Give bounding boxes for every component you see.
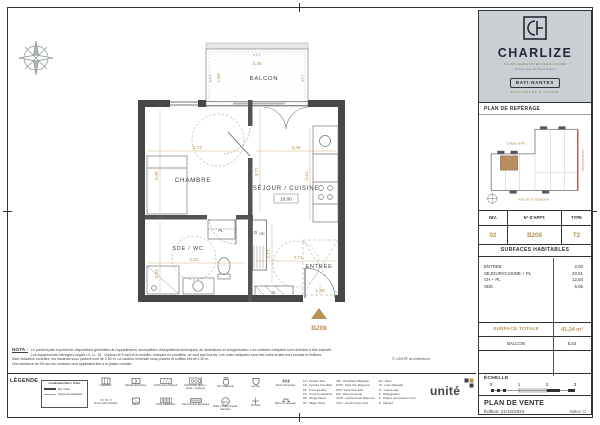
unite-logo-icon xyxy=(464,378,474,388)
entree-label: ENTRÉE xyxy=(305,264,333,270)
legend-abbreviations xyxy=(303,376,416,418)
scale-tick: 3 xyxy=(573,382,577,388)
street-bottom-label: Rue de la Tapisserie xyxy=(518,197,550,202)
sejour-label: SÉJOUR / CUISINE xyxy=(252,186,320,192)
balcony-row xyxy=(479,337,591,351)
charlize-logo-icon xyxy=(523,16,547,40)
doc-title: PLAN DE VENTE xyxy=(484,398,545,408)
sde-label: SDE / WC xyxy=(172,246,204,252)
surface-value: 2,03 xyxy=(574,263,583,269)
unit-info-table xyxy=(479,210,591,244)
gcv-label-right: GCV xyxy=(300,73,305,83)
kitchen-counter xyxy=(313,126,338,222)
dim-sde-width: 2,91 xyxy=(189,258,199,263)
edition-date: Édition: 21/10/2024 xyxy=(484,408,525,414)
project-title: CHARLIZE xyxy=(497,46,573,60)
vanity-sink xyxy=(183,278,214,294)
svg-text:ECS: ECS xyxy=(222,400,229,404)
project-city: SAINT-SÉBASTIEN-SUR-LOIRE xyxy=(503,62,567,66)
nota-label: NOTA : xyxy=(12,348,28,353)
architect-credit: © UNITÉ architecture xyxy=(392,356,431,361)
legend-block xyxy=(10,376,476,418)
bed xyxy=(147,156,187,214)
legend-item: Sèche-Serviettes xyxy=(271,376,300,396)
gcv-label-left: GCV xyxy=(208,73,213,83)
legend-item: Cloison Démontable xyxy=(91,396,120,416)
dim-cuisine-height: 4,61 xyxy=(305,171,310,181)
interior-walls xyxy=(145,100,253,302)
partition-sample-icon xyxy=(44,394,56,395)
surface-row xyxy=(484,271,587,278)
surface-label: SEJOUR/CUISINE + PL xyxy=(484,270,532,276)
legend-item: Lavabo xyxy=(241,376,270,396)
chauffe-eau-closet xyxy=(253,220,267,270)
title-panel xyxy=(478,10,592,415)
surface-row xyxy=(484,264,587,271)
floor-plan xyxy=(8,8,473,346)
legend-item: Chaudière xyxy=(91,376,120,396)
exterior-walls xyxy=(138,100,345,302)
dim-entree-height: 1,48 xyxy=(315,289,325,294)
sejour-casement-arcs xyxy=(264,107,308,129)
wall-sample-icon xyxy=(44,388,56,391)
surface-total-row xyxy=(479,322,591,337)
revision-index: Indice: C xyxy=(569,408,586,414)
scale-tick: 1 xyxy=(517,382,521,388)
dim-chambre-height: 4,09 xyxy=(155,171,160,181)
value-appt: B208 xyxy=(507,226,561,245)
legend-item: Terrasse xyxy=(241,396,270,416)
panel-column-divider xyxy=(553,258,554,376)
toilet xyxy=(218,258,230,280)
legend-title: LÉGENDE xyxy=(10,378,39,384)
level-label: ±0.00 xyxy=(280,196,292,202)
scale-bar xyxy=(484,381,586,396)
legend-item: Volet Roulant Électrique xyxy=(181,396,210,416)
wall-types-title: Localisation Murs / Voiles xyxy=(48,382,81,385)
architect-logo-text: unité xyxy=(430,384,461,398)
architect-logo-block xyxy=(430,376,476,418)
surfaces-title: SURFACES HABITABLES xyxy=(479,244,591,257)
scale-block xyxy=(479,373,591,395)
scale-title: ÉCHELLE xyxy=(484,376,509,382)
panel-spacer xyxy=(479,351,591,374)
reperage-title: PLAN DE REPÉRAGE xyxy=(479,103,591,115)
surface-value: 12,64 xyxy=(572,277,583,283)
legend-item: Tableau Électrique xyxy=(121,376,150,396)
col-header-type: TYPE xyxy=(561,211,591,226)
surface-row xyxy=(484,277,587,284)
legend-item: Soffite Faux Plafond xyxy=(151,376,180,396)
wall-sample-label: Mur / Voile xyxy=(58,387,70,391)
builder-badge: BATI-NANTES xyxy=(510,78,560,88)
dim-balcon-height: 1,60 xyxy=(217,73,222,83)
dim-sejour-height: 3,77 xyxy=(255,167,260,177)
nota-line: Une tolérance de 5% sur les surfaces sera applicable liée à la phase chantier. xyxy=(12,361,133,366)
nota-line: Le présent plan exprime les dispositions générales de l'appartement, susceptibles d'adaptations techniques, de dimensions et d'organisation. Les surfaces indiquées sont données à titre indicatif. xyxy=(31,348,332,352)
partition-sample-label: Cloison de distribution xyxy=(58,393,83,396)
dim-sde-height: 2,63 xyxy=(155,269,160,279)
nota-block xyxy=(12,348,360,366)
reperage-block xyxy=(479,102,591,210)
street-top-label: Coteau d'Art xyxy=(506,141,526,146)
surface-total-label: SURFACE TOTALE xyxy=(493,327,539,332)
floor-plan-drawing xyxy=(8,8,473,368)
chambre-label: CHAMBRE xyxy=(174,177,212,184)
col-header-appt: N° D'APPT. xyxy=(507,211,561,226)
unit-number-label: B208 xyxy=(311,325,327,332)
legend-item: Barre de relevage xyxy=(271,396,300,416)
pl-entree-label: PL xyxy=(271,290,277,295)
surface-value: 20,51 xyxy=(572,270,583,276)
balcony-value: 5,53 xyxy=(567,340,577,346)
window-chambre xyxy=(170,102,198,105)
legend-separator xyxy=(8,373,476,374)
surface-label: CH + PL xyxy=(484,277,501,283)
surface-value: 6,06 xyxy=(574,284,583,290)
legend-icon-grid xyxy=(91,376,300,418)
titleblock xyxy=(479,395,591,414)
builder-tagline: BÂTISSEURS D'AVENIR xyxy=(511,90,559,94)
col-header-niv: NIV. xyxy=(479,211,507,226)
surface-label: SDE xyxy=(484,284,494,290)
legend-item: Gaine xyxy=(121,396,150,416)
door-chambre xyxy=(224,128,250,156)
dim-balcon-width: 3,36 xyxy=(252,62,262,67)
compass-icon xyxy=(19,41,53,75)
scale-tick: 2 xyxy=(545,382,549,388)
nota-line: Les équipements ménagers (sigles LV, LL, SL, Cuisson et Froid) et le mobilier, indiqués en pointillés, ne sont pas fournis. Les cotes indiquées sont des cotes brutes hors enduits et finitions. xyxy=(31,352,323,357)
site-compass-icon xyxy=(487,193,498,204)
surface-label: ENTREE xyxy=(484,263,502,269)
dim-entree-width: 3,71 xyxy=(293,256,303,261)
value-type: T2 xyxy=(561,226,591,245)
brand-block xyxy=(479,11,591,102)
unit-entrance-arrow xyxy=(311,308,327,319)
legend-item: WC Suspendu xyxy=(211,376,240,396)
surface-total-value: 41,24 m² xyxy=(561,326,583,333)
gcv-label-top: GCV xyxy=(252,53,262,57)
legend-item: ECS Ballon d'Eau Chaude Sanitaire xyxy=(211,396,240,416)
pl-hall-label: PL xyxy=(218,228,224,233)
surface-row xyxy=(484,284,587,291)
abbrev-column: FF : Fenêtre Fixe FS : Fenêtre à Soufflet PF : Porte Fenêtre PC : Porte Coulissante AP : Allège Pleine AV : Allège Vitrée xyxy=(303,379,333,405)
legend-item: Grille Caillebotis xyxy=(151,396,180,416)
abbrev-column: EV : Évier LV : Lave-Vaisselle LL : Lave-Linge F : Réfrigérateur C : Plaque de Cuisson / Four P : Placard xyxy=(378,379,416,405)
unit-highlight xyxy=(500,156,517,170)
legend-item: Kitchenette (Évier + Hotte + Cuisson) xyxy=(181,376,210,396)
balcony-label: BALCON xyxy=(506,340,526,346)
dim-chambre-width: 3,73 xyxy=(192,146,202,151)
dim-sejour-width: 3,49 xyxy=(291,146,301,151)
scale-tick: 0 xyxy=(489,382,493,388)
value-niv: 02 xyxy=(489,231,497,239)
ce-label: CE xyxy=(259,231,265,236)
dim-ce-height: 2,77 xyxy=(267,249,272,259)
surfaces-rows xyxy=(479,257,591,322)
nota-line: Sauf indication contraire, les hauteurs sous plafond sont de 2,50 m. La hauteur minimale sous poutres et soffites est de 2,20 m. xyxy=(12,357,210,362)
street-right-label: Mail provisoire xyxy=(580,149,585,171)
abbrev-column: OB : Occultation Battante PVM : Pare-Vue Maçonné PVV : Pare-Vue Vitré MC : Main Courante GCM : Garde-Corps Maçonné GCV : Garde-Corps Vitré xyxy=(336,379,375,405)
balcon-label: BALCON xyxy=(249,76,279,82)
wall-types-box xyxy=(41,380,88,408)
site-map xyxy=(479,115,591,209)
project-address: 16 bis rue du Petit Anjou xyxy=(514,67,556,71)
shower xyxy=(147,266,179,294)
